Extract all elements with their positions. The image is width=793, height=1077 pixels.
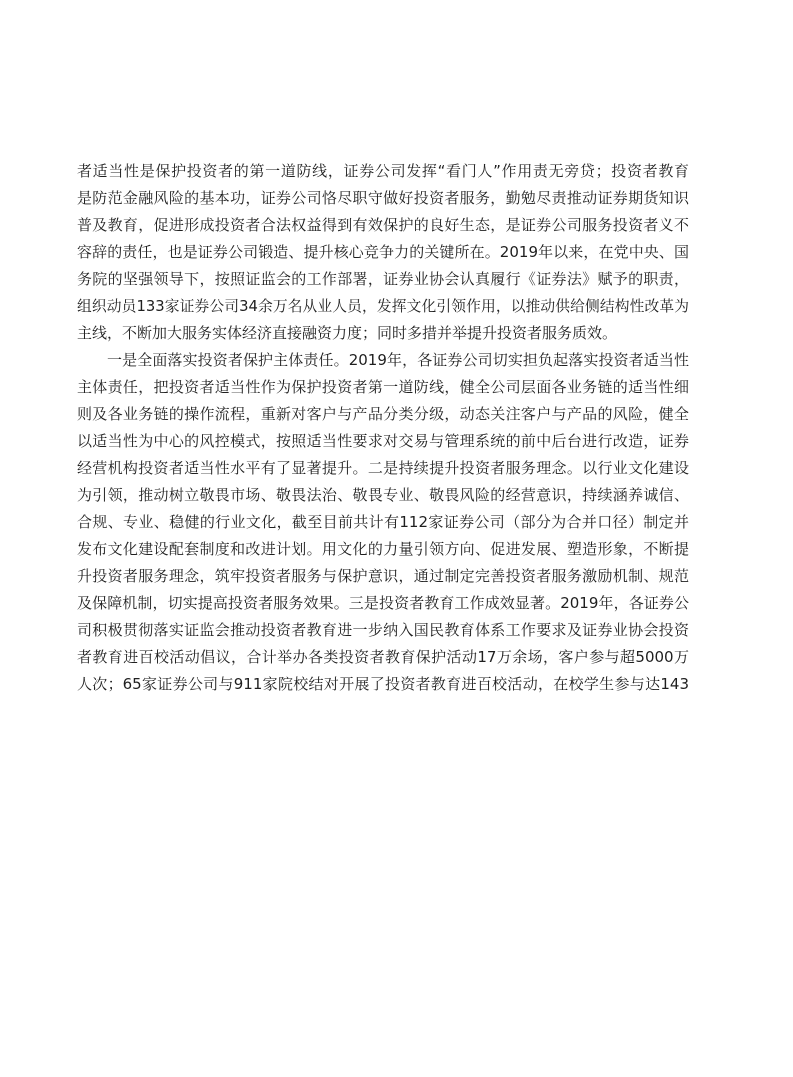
paragraph-line: 主线，不断加大服务实体经济直接融资力度；同时多措并举提升投资者服务质效。 xyxy=(77,324,618,342)
paragraph-1 xyxy=(77,158,689,347)
paragraph-line: 合规、专业、稳健的行业文化，截至目前共计有112家证券公司（部分为合并口径）制定并 xyxy=(77,513,689,531)
paragraph-line: 一是全面落实投资者保护主体责任。2019年，各证券公司切实担负起落实投资者适当性 xyxy=(107,351,689,369)
paragraph-line: 及保障机制，切实提高投资者服务效果。三是投资者教育工作成效显著。2019年，各证券公 xyxy=(77,594,689,612)
paragraph-line: 人次；65家证券公司与911家院校结对开展了投资者教育进百校活动，在校学生参与达143 xyxy=(77,675,689,693)
paragraph-line: 是防范金融风险的基本功，证券公司恪尽职守做好投资者服务，勤勉尽责推动证券期货知识 xyxy=(77,189,689,207)
paragraph-line: 主体责任，把投资者适当性作为保护投资者第一道防线，健全公司层面各业务链的适当性细 xyxy=(77,378,689,396)
paragraph-line: 以适当性为中心的风控模式，按照适当性要求对交易与管理系统的前中后台进行改造，证券 xyxy=(77,432,689,450)
paragraph-line: 务院的坚强领导下，按照证监会的工作部署，证券业协会认真履行《证券法》赋予的职责， xyxy=(77,270,689,288)
paragraph-line: 组织动员133家证券公司34余万名从业人员，发挥文化引领作用，以推动供给侧结构性改革为 xyxy=(77,298,689,315)
paragraph-line: 经营机构投资者适当性水平有了显著提升。二是持续提升投资者服务理念。以行业文化建设 xyxy=(77,459,689,477)
paragraph-line: 者适当性是保护投资者的第一道防线，证券公司发挥“看门人”作用责无旁贷；投资者教育 xyxy=(77,162,689,180)
paragraph-line: 者教育进百校活动倡议，合计举办各类投资者教育保护活动17万余场，客户参与超5000万 xyxy=(77,648,689,666)
paragraph-line: 普及教育，促进形成投资者合法权益得到有效保护的良好生态，是证券公司服务投资者义不 xyxy=(77,216,689,234)
paragraph-line: 则及各业务链的操作流程，重新对客户与产品分类分级，动态关注客户与产品的风险，健全 xyxy=(77,405,689,423)
paragraph-line: 为引领，推动树立敬畏市场、敬畏法治、敬畏专业、敬畏风险的经营意识，持续涵养诚信、 xyxy=(77,486,689,504)
paragraph-line: 司积极贯彻落实证监会推动投资者教育进一步纳入国民教育体系工作要求及证券业协会投资 xyxy=(77,621,689,639)
document-body xyxy=(77,158,689,698)
paragraph-line: 升投资者服务理念，筑牢投资者服务与保护意识，通过制定完善投资者服务激励机制、规范 xyxy=(77,567,689,585)
paragraph-2 xyxy=(77,347,689,698)
paragraph-line: 容辞的责任，也是证券公司锻造、提升核心竞争力的关键所在。2019年以来，在党中央、国 xyxy=(77,243,689,261)
paragraph-line: 发布文化建设配套制度和改进计划。用文化的力量引领方向、促进发展、塑造形象，不断提 xyxy=(77,540,689,558)
